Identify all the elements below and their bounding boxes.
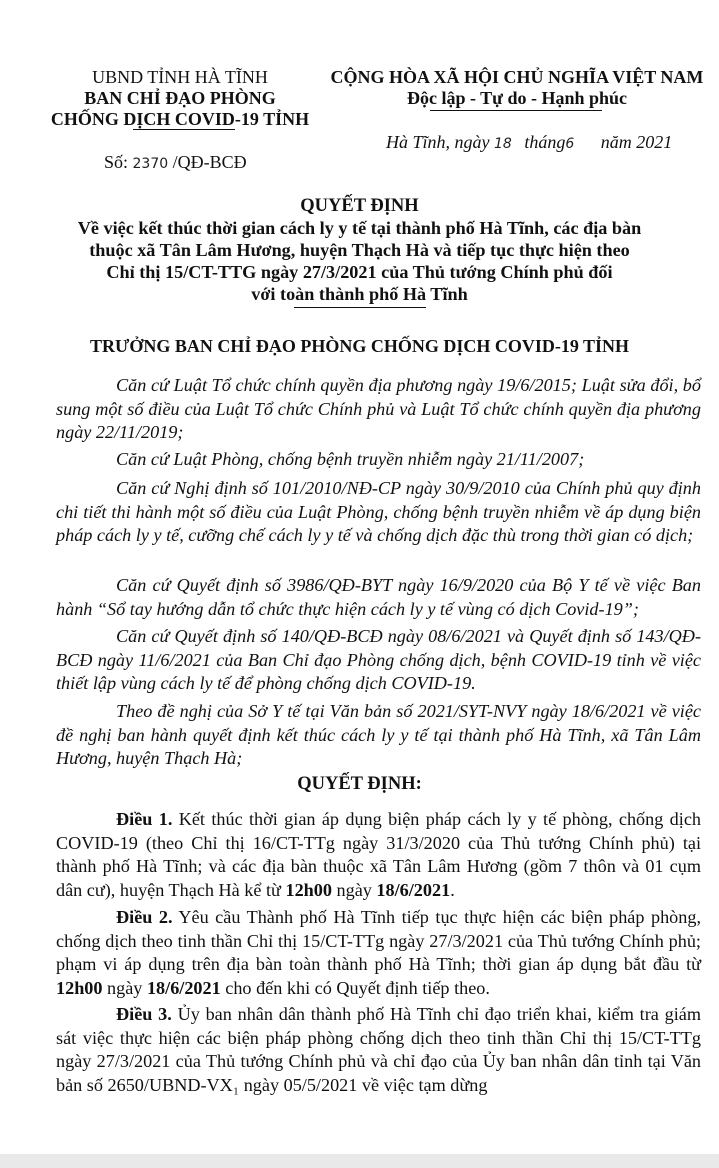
legal-basis-3: Căn cứ Nghị định số 101/2010/NĐ-CP ngày 30/9/2010 của Chính phủ quy định chi tiết thi hành một số điều của Luật Phòng, chống bệnh truyền nhiễm về áp dụng biện pháp cách ly y tế, cưỡng chế cách ly y tế và chống dịch đặc thù trong thời gian có dịch; [56, 478, 701, 545]
viewer-bottom-bar [0, 1154, 719, 1168]
issuer-committee-line1: BAN CHỈ ĐẠO PHÒNG [84, 88, 276, 108]
document-number [104, 152, 247, 173]
article-2-date: 18/6/2021 [146, 977, 221, 998]
article-1-text-b: ngày [331, 879, 377, 900]
document-number-prefix: Số: [104, 152, 129, 172]
decision-subject-line3: Chỉ thị 15/CT-TTG ngày 27/3/2021 của Thủ tướng Chính phủ đối [106, 262, 613, 282]
issuer-committee-line2: CHỐNG DỊCH COVID-19 TỈNH [50, 109, 310, 129]
date-year: năm 2021 [600, 132, 673, 152]
date-month: 6 [565, 136, 575, 152]
article-1-time: 12h00 [285, 879, 332, 900]
article-1-text: Kết thúc thời gian áp dụng biện pháp cách ly y tế phòng, chống dịch COVID-19 (theo Chỉ thị 16/CT-TTg ngày 31/3/2020 của Thủ tướng Chính phủ) tại thành phố Hà Tĩnh; và các địa bàn thuộc xã Tân Lâm Hương (gồm 7 thôn và 01 cụm dân cư), huyện Thạch Hà kể từ [56, 809, 701, 900]
date-day: 18 [494, 136, 512, 152]
decision-title: QUYẾT ĐỊNH [300, 196, 419, 216]
date-place: Hà Tĩnh, ngày [386, 132, 490, 152]
legal-basis-1: Căn cứ Luật Tổ chức chính quyền địa phương ngày 19/6/2015; Luật sửa đổi, bổ sung một số điều của Luật Tổ chức Chính phủ và Luật Tổ chức chính quyền địa phương ngày 22/11/2019; [56, 375, 701, 442]
legal-basis-2: Căn cứ Luật Phòng, chống bệnh truyền nhiễm ngày 21/11/2007; [116, 449, 585, 469]
article-2-time: 12h00 [56, 977, 103, 998]
article-1-text-c: . [450, 879, 455, 900]
article-1-date: 18/6/2021 [376, 879, 451, 900]
article-1 [56, 808, 701, 902]
legal-basis-5: Căn cứ Quyết định số 140/QĐ-BCĐ ngày 08/6/2021 và Quyết định số 143/QĐ-BCĐ ngày 11/6/2021 của Ban Chỉ đạo Phòng chống dịch, bệnh COVID-19 tỉnh về việc thiết lập vùng cách ly tế để phòng chống dịch COVID-19. [56, 626, 701, 693]
document-number-value: 2370 [132, 156, 169, 172]
article-2 [56, 906, 701, 1000]
article-1-label: Điều 1. [116, 809, 173, 829]
country-name: CỘNG HÒA XÃ HỘI CHỦ NGHĨA VIỆT NAM [330, 67, 704, 87]
article-3-label: Điều 3. [116, 1004, 172, 1024]
country-motto: Độc lập - Tự do - Hạnh phúc [406, 88, 628, 108]
decision-subject-line2: thuộc xã Tân Lâm Hương, huyện Thạch Hà và tiếp tục thực hiện theo [89, 240, 630, 260]
document-date [386, 132, 672, 153]
authority-title: TRƯỞNG BAN CHỈ ĐẠO PHÒNG CHỐNG DỊCH COVID-19 TỈNH [89, 336, 630, 356]
subject-underline [294, 307, 426, 308]
issuer-underline [133, 129, 235, 130]
article-3 [56, 1003, 701, 1097]
decision-subject-line4: với toàn thành phố Hà Tĩnh [251, 284, 468, 304]
document-number-suffix: /QĐ-BCĐ [172, 152, 247, 172]
decision-subject-line1: Về việc kết thúc thời gian cách ly y tế tại thành phố Hà Tĩnh, các địa bàn [77, 218, 642, 238]
article-2-text: Yêu cầu Thành phố Hà Tĩnh tiếp tục thực hiện các biện pháp phòng, chống dịch theo tinh thần Chỉ thị 15/CT-TTg ngày 27/3/2021 của Thủ tướng Chính phủ; phạm vi áp dụng trên địa bàn toàn thành phố Hà Tĩnh; thời gian áp dụng bắt đầu từ [56, 907, 701, 974]
article-2-text-b: ngày [102, 977, 147, 998]
proposal-basis: Theo đề nghị của Sở Y tế tại Văn bản số 2021/SYT-NVY ngày 18/6/2021 về việc đề nghị ban hành quyết định kết thúc cách ly y tế tại thành phố Hà Tĩnh, xã Tân Lâm Hương, huyện Thạch Hà; [56, 701, 701, 768]
article-3-text: Ủy ban nhân dân thành phố Hà Tĩnh chỉ đạo triển khai, kiểm tra giám sát việc thực hiện các biện pháp phòng chống dịch theo tinh thần Chỉ thị 15/CT-TTg ngày 27/3/2021 của Thủ tướng Chính phủ và chỉ đạo của Ủy ban nhân dân tỉnh tại Văn bản số 2650/UBND-VX₁ ngày 05/5/2021 về việc tạm dừng [56, 1004, 701, 1095]
issuer-province: UBND TỈNH HÀ TĨNH [92, 67, 268, 87]
motto-underline [430, 110, 602, 111]
date-month-label: tháng [524, 132, 566, 152]
legal-basis-4: Căn cứ Quyết định số 3986/QĐ-BYT ngày 16/9/2020 của Bộ Y tế về việc Ban hành “Sổ tay hướng dẫn tổ chức thực hiện cách ly y tế vùng có dịch Covid-19”; [56, 575, 701, 619]
article-2-text-c: cho đến khi có Quyết định tiếp theo. [220, 977, 490, 998]
article-2-label: Điều 2. [116, 907, 173, 927]
decision-heading: QUYẾT ĐỊNH: [297, 774, 422, 794]
